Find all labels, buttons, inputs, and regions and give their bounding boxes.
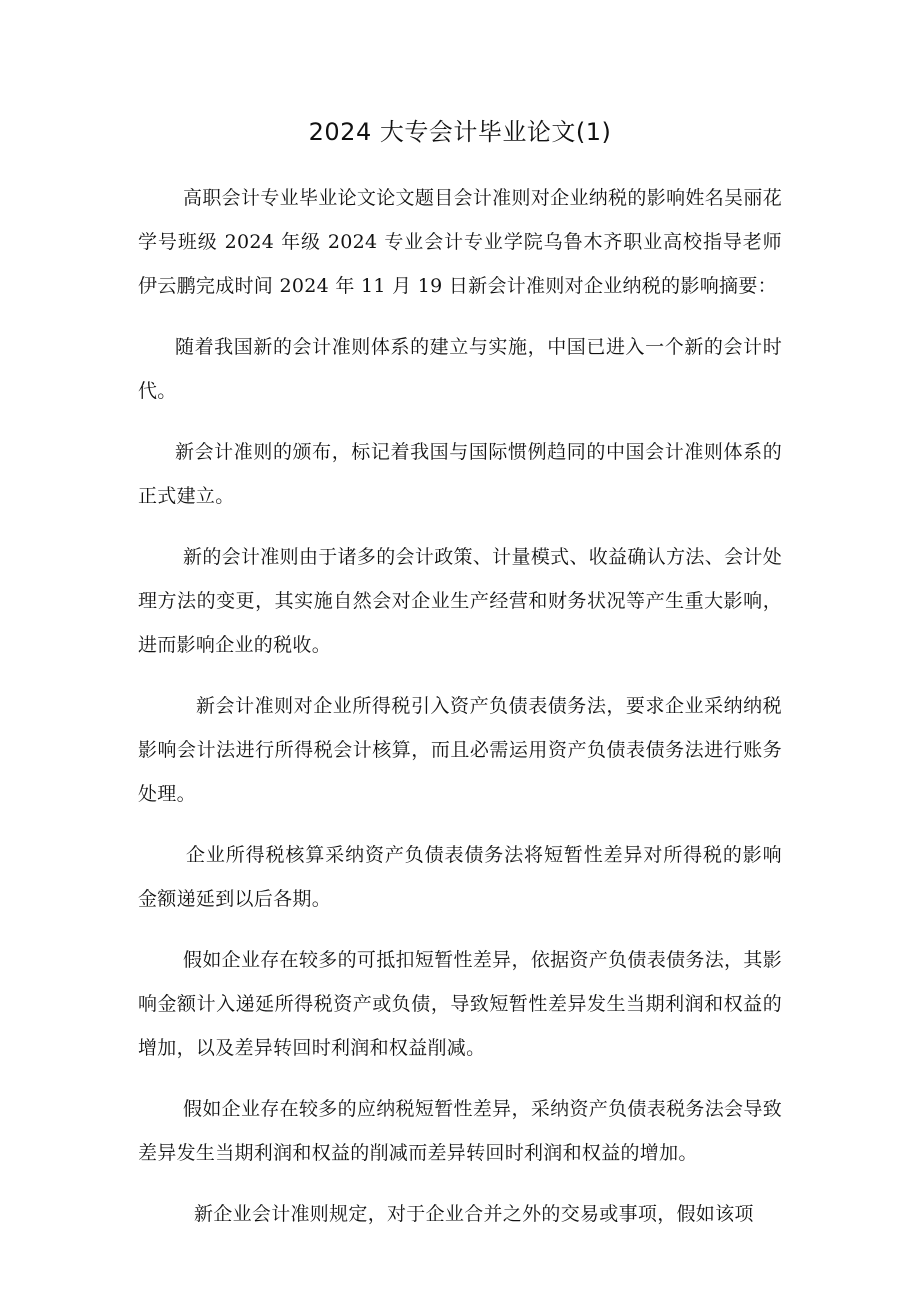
paragraph: 新的会计准则由于诸多的会计政策、计量模式、收益确认方法、会计处理方法的变更，其实施自然会对企业生产经营和财务状况等产生重大影响，进而影响企业的税收。 (138, 546, 782, 656)
paragraph: 假如企业存在较多的应纳税短暂性差异，采纳资产负债表税务法会导致差异发生当期利润和权益的削减而差异转回时利润和权益的增加。 (138, 1098, 782, 1164)
paragraph: 企业所得税核算采纳资产负债表债务法将短暂性差异对所得税的影响金额递延到以后各期。 (138, 844, 782, 910)
paragraph: 新会计准则对企业所得税引入资产负债表债务法，要求企业采纳纳税影响会计法进行所得税会计核算，而且必需运用资产负债表债务法进行账务处理。 (138, 695, 782, 805)
paragraph-abstract-header: 高职会计专业毕业论文论文题目会计准则对企业纳税的影响姓名吴丽花学号班级 2024 年级 2024 专业会计专业学院乌鲁木齐职业高校指导老师伊云鹏完成时间 2024 年 11 月 19 日新会计准则对企业纳税的影响摘要： (138, 187, 782, 297)
document-body (138, 176, 782, 1253)
paragraph: 新会计准则的颁布，标记着我国与国际惯例趋同的中国会计准则体系的正式建立。 (138, 441, 782, 507)
paragraph: 新企业会计准则规定，对于企业合并之外的交易或事项，假如该项 (194, 1203, 754, 1225)
document-title: 2024 大专会计毕业论文(1) (308, 118, 612, 146)
paragraph: 随着我国新的会计准则体系的建立与实施，中国已进入一个新的会计时代。 (138, 336, 782, 402)
paragraph: 假如企业存在较多的可抵扣短暂性差异，依据资产负债表债务法，其影响金额计入递延所得税资产或负债，导致短暂性差异发生当期利润和权益的增加，以及差异转回时利润和权益削减。 (138, 949, 782, 1059)
